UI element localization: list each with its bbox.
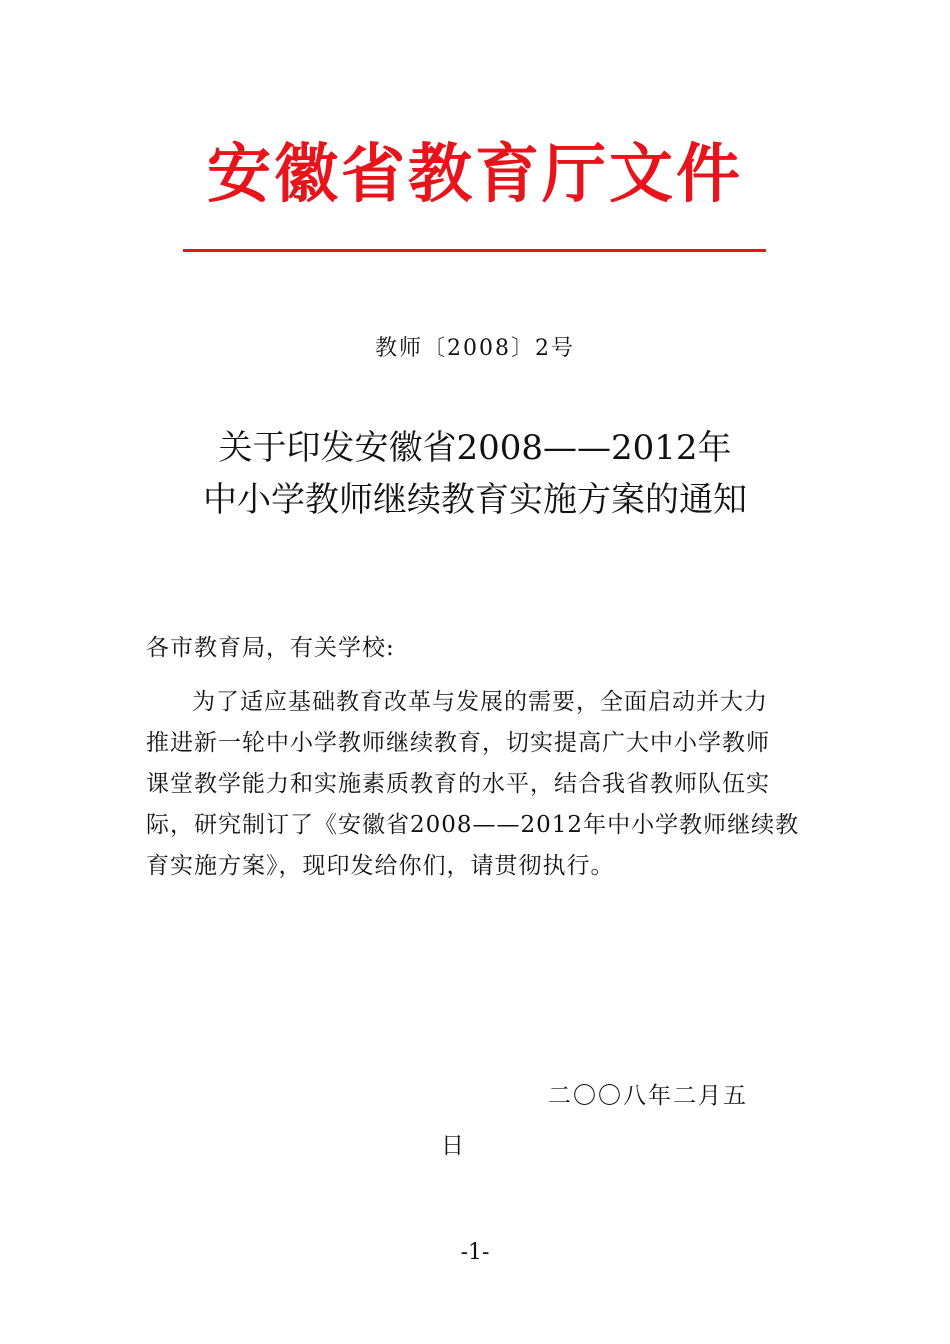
document-title-line: 关于印发安徽省2008——2012年	[218, 428, 732, 468]
red-header-rule	[183, 249, 766, 252]
issuer-header-title: 安徽省教育厅文件	[207, 137, 743, 212]
body-line: 课堂教学能力和实施素质教育的水平，结合我省教师队伍实	[146, 771, 770, 797]
issue-date-continued: 日	[441, 1133, 464, 1159]
body-line: 为了适应基础教育改革与发展的需要，全面启动并大力	[192, 689, 768, 715]
salutation: 各市教育局，有关学校:	[146, 635, 395, 661]
page-number: -1-	[460, 1240, 490, 1265]
document-title-line: 中小学教师继续教育实施方案的通知	[203, 480, 747, 520]
body-line: 育实施方案》，现印发给你们，请贯彻执行。	[146, 853, 615, 879]
body-line: 际，研究制订了《安徽省2008——2012年中小学教师继续教	[146, 812, 800, 838]
issue-date: 二〇〇八年二月五	[548, 1083, 748, 1109]
document-number: 教师〔2008〕2号	[375, 336, 575, 361]
document-title	[0, 422, 950, 526]
body-line: 推进新一轮中小学教师继续教育，切实提高广大中小学教师	[146, 730, 770, 756]
body-paragraph	[146, 682, 812, 887]
